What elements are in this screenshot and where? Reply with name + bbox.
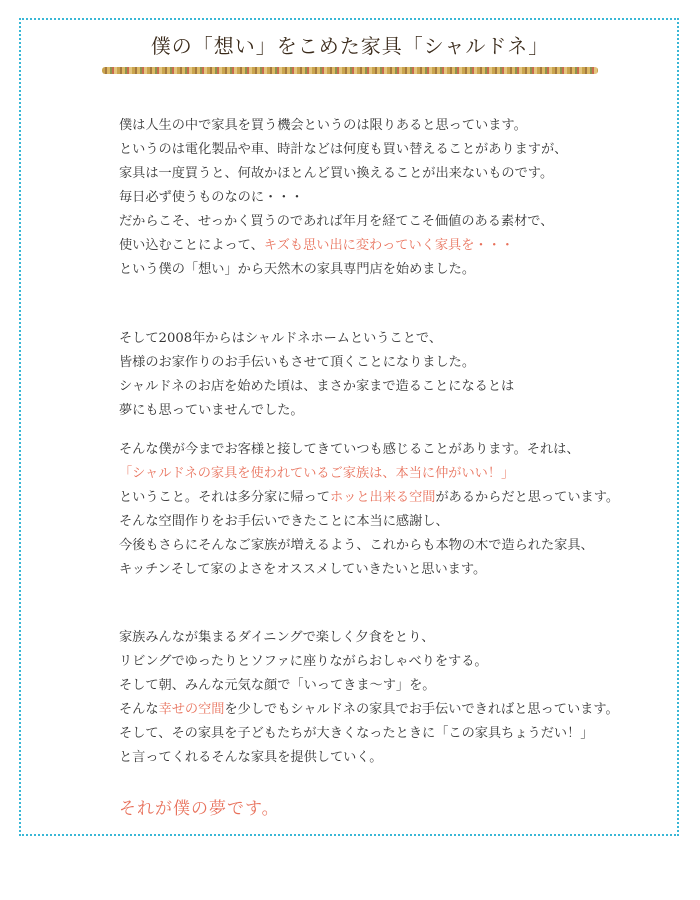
paragraph-3-line: キッチンそして家のよさをオススメしていきたいと思います。 xyxy=(119,562,487,577)
paragraph-4-line: と言ってくれるそんな家具を提供していく。 xyxy=(119,750,383,765)
paragraph-4-text: を少しでもシャルドネの家具でお手伝いできればと思っています。 xyxy=(224,702,619,717)
paragraph-4 xyxy=(119,626,679,770)
paragraph-1-line: 家具は一度買うと、何故かほとんど買い換えることが出来ないものです。 xyxy=(119,166,554,181)
paragraph-3-line xyxy=(119,486,679,510)
page-title: 僕の「想い」をこめた家具「シャルドネ」 xyxy=(150,34,550,58)
paragraph-4-line: そして朝、みんな元気な顔で「いってきま〜す」を。 xyxy=(119,678,436,693)
paragraph-2 xyxy=(119,327,679,423)
paragraph-3-line: 今後もさらにそんなご家族が増えるよう、これからも本物の木で造られた家具、 xyxy=(119,538,594,553)
paragraph-4-line xyxy=(119,698,679,722)
paragraph-1 xyxy=(119,114,679,282)
paragraph-1-text: 使い込むことによって、 xyxy=(119,238,264,253)
highlight-text: キズも思い出に変わっていく家具を・・・ xyxy=(263,238,514,253)
paragraph-1-line: というのは電化製品や車、時計などは何度も買い替えることがありますが、 xyxy=(119,142,568,157)
paragraph-2-line: シャルドネのお店を始めた頃は、まさか家まで造ることになるとは xyxy=(119,379,515,394)
paragraph-1-line: という僕の「想い」から天然木の家具専門店を始めました。 xyxy=(119,262,476,277)
paragraph-1-line: 毎日必ず使うものなのに・・・ xyxy=(119,190,304,205)
closing-statement: それが僕の夢です。 xyxy=(119,799,280,819)
paragraph-3-line: そんな空間作りをお手伝いできたことに本当に感謝し、 xyxy=(119,514,449,529)
paragraph-2-line: そして2008年からはシャルドネホームということで、 xyxy=(119,331,443,346)
paragraph-4-line: リビングでゆったりとソファに座りながらおしゃべりをする。 xyxy=(119,654,488,669)
paragraph-3-text: ということ。それは多分家に帰って xyxy=(119,490,330,505)
paragraph-4-line: 家族みんなが集まるダイニングで楽しく夕食をとり、 xyxy=(119,630,435,645)
paragraph-3 xyxy=(119,438,679,582)
paragraph-1-line: 僕は人生の中で家具を買う機会というのは限りあると思っています。 xyxy=(119,118,527,133)
highlight-text: ホッと出来る空間 xyxy=(330,490,436,505)
paragraph-2-line: 皆様のお家作りのお手伝いもさせて頂くことになりました。 xyxy=(119,355,476,370)
paragraph-3-text: があるからだと思っています。 xyxy=(435,490,620,505)
paragraph-3-line: そんな僕が今までお客様と接してきていつも感じることがあります。それは、 xyxy=(119,442,580,457)
title-decorative-rule xyxy=(102,67,598,74)
paragraph-4-line: そして、その家具を子どもたちが大きくなったときに「この家具ちょうだい！」 xyxy=(119,726,594,741)
paragraph-2-line: 夢にも思っていませんでした。 xyxy=(119,403,304,418)
paragraph-1-line: だからこそ、せっかく買うのであれば年月を経てこそ価値のある素材で、 xyxy=(119,214,554,229)
paragraph-4-text: そんな xyxy=(119,702,159,717)
paragraph-1-line xyxy=(119,234,679,258)
highlight-quote: 「シャルドネの家具を使われているご家族は、本当に仲がいい！」 xyxy=(119,466,515,481)
highlight-text: 幸せの空間 xyxy=(158,702,225,717)
